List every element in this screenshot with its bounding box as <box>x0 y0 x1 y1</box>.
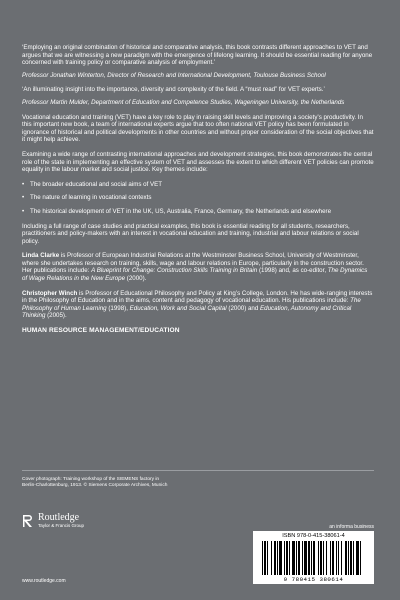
barcode-bar <box>360 541 361 575</box>
publisher-group: Taylor & Francis Group <box>38 523 85 528</box>
barcode-bar <box>318 541 319 575</box>
barcode-bar <box>271 541 272 575</box>
barcode-bar <box>277 541 278 575</box>
theme-text: The nature of learning in vocational contexts <box>30 194 152 202</box>
quote-attribution: Professor Martin Mulder, Department of Education and Competence Studies, Wageningen University, the Netherlands <box>22 98 345 106</box>
cover-credit: Cover photograph: Training workshop of the SIEMENS factory in Berlin-Charlottenburg, 1913. © Siemens Corporate Archives, Munich <box>22 477 168 488</box>
informa-tagline: an informa business <box>329 524 374 530</box>
barcode-bar <box>264 541 266 575</box>
bio-text: (1998), <box>106 304 130 312</box>
book-title: Education, Work and Social Capital <box>129 304 227 312</box>
barcode-bar <box>292 541 295 575</box>
barcode-bar <box>279 541 282 575</box>
barcode-bar <box>267 541 268 575</box>
theme-text: The historical development of VET in the UK, US, Australia, France, Germany, the Netherlands and elsewhere <box>30 207 332 215</box>
barcode-bar <box>323 541 324 575</box>
barcode-bar <box>302 541 303 575</box>
book-title: A Blueprint for Change: Construction Skills Training in Britain <box>91 267 258 275</box>
review-quote-1 <box>22 44 374 79</box>
list-item <box>22 181 374 189</box>
review-quote-2 <box>22 86 374 106</box>
subject-category: HUMAN RESOURCE MANAGEMENT/EDUCATION <box>22 327 180 335</box>
barcode-bar <box>296 541 297 575</box>
isbn-text: ISBN 978-0-415-38061-4 <box>282 533 345 539</box>
barcode-bar <box>284 541 285 575</box>
description-paragraph: Vocational education and training (VET) have a key role to play in raising skill levels and improving a society’s productivity. In this important new book, a team of international experts argue that too often national VET policy has been formulated in ignorance of historical and political developments in other countries and without proper consideration of the social objectives that it might help achieve. <box>22 113 374 144</box>
bullet-icon: • <box>22 180 25 188</box>
publisher-logo <box>22 513 84 529</box>
bio-text: is Professor of Educational Philosophy and Policy at King’s College, London. He has wide-ranging interests in the Philosophy of Education and in the aims, content and pedagogy of vocational education. His publications include: <box>22 289 373 305</box>
bio-text: (2000). <box>125 275 147 283</box>
book-title: The Dynamics of Wage Relations in the New Europe <box>22 267 368 283</box>
publisher-name: Routledge <box>38 512 80 523</box>
publisher-url: www.routledge.com <box>22 578 66 584</box>
book-title: The Philosophy of Human Learning <box>22 297 361 312</box>
bio-text: (2005). <box>45 312 67 320</box>
barcode-bar <box>274 541 276 575</box>
bio-text: is Professor of European Industrial Relations at the Westminster Business School, University of Westminster, where she undertakes research on training, skills, wage and labour relations in Europe, particularly in the construction sector. Her publications include: <box>22 252 364 275</box>
barcode-bar <box>341 541 342 575</box>
bullet-icon: • <box>22 207 25 215</box>
barcode-bar <box>320 541 322 575</box>
quote-text: ‘An illuminating insight into the importance, diversity and complexity of the field. A “must read” for VET experts.’ <box>22 86 325 94</box>
barcode-bar <box>262 541 263 575</box>
barcode-bar <box>348 541 349 575</box>
barcode-bar <box>332 541 334 575</box>
barcode-digits: 9 780415 380614 <box>283 576 344 583</box>
barcode-bar <box>345 541 347 575</box>
bio-text: (2000) and <box>226 304 261 312</box>
barcode-bar <box>338 541 339 575</box>
book-title: Education, Autonomy and Critical Thinking <box>22 304 352 320</box>
routledge-r-icon <box>22 514 34 528</box>
bio-text: (1998) and, as co-editor, <box>257 267 328 275</box>
barcode-bar <box>330 541 331 575</box>
author-name: Christopher Winch <box>22 289 78 297</box>
barcode-bar <box>350 541 352 575</box>
barcode-bar <box>336 541 337 575</box>
list-item <box>22 208 374 216</box>
author-bio-2 <box>22 290 374 320</box>
barcode-bar <box>286 541 288 575</box>
barcode-bar <box>326 541 327 575</box>
barcode-bar <box>298 541 300 575</box>
theme-text: The broader educational and social aims of VET <box>30 180 163 188</box>
barcode-bar <box>311 541 312 575</box>
closing-paragraph: Including a full range of case studies and practical examples, this book is essential reading for all students, researchers, practitioners and policy-makers with an interest in vocational education and training, industrial and labour relations or social policy. <box>22 222 359 245</box>
barcode-bar <box>313 541 315 575</box>
bullet-icon: • <box>22 194 25 202</box>
quote-attribution: Professor Jonathan Winterton, Director of Research and International Development, Toulouse Business School <box>22 71 326 79</box>
themes-list <box>22 181 374 216</box>
back-cover-text <box>22 44 374 334</box>
barcode-bar <box>308 541 310 575</box>
divider <box>22 470 374 471</box>
barcode-bar <box>304 541 307 575</box>
barcode <box>253 531 374 584</box>
barcode-bar <box>289 541 290 575</box>
barcode-bars <box>262 541 365 575</box>
description-paragraph: Examining a wide range of contrasting international approaches and development strategies, this book demonstrates the central role of the state in implementing an effective system of VET and assesses the extent to which different VET policies can promote equality in the labour market and social justice. Key themes include: <box>22 150 374 174</box>
list-item <box>22 194 374 202</box>
quote-text: ‘Employing an original combination of historical and comparative analysis, this book contrasts different approaches to VET and argues that we are witnessing a new paradigm with the emergence of lifelong learning. It should be essential reading for anyone concerned with training policy or comparative analysis of employment.’ <box>22 44 373 67</box>
author-bio-1 <box>22 252 374 282</box>
author-name: Linda Clarke <box>22 252 60 260</box>
barcode-bar <box>356 541 359 575</box>
barcode-bar <box>353 541 354 575</box>
